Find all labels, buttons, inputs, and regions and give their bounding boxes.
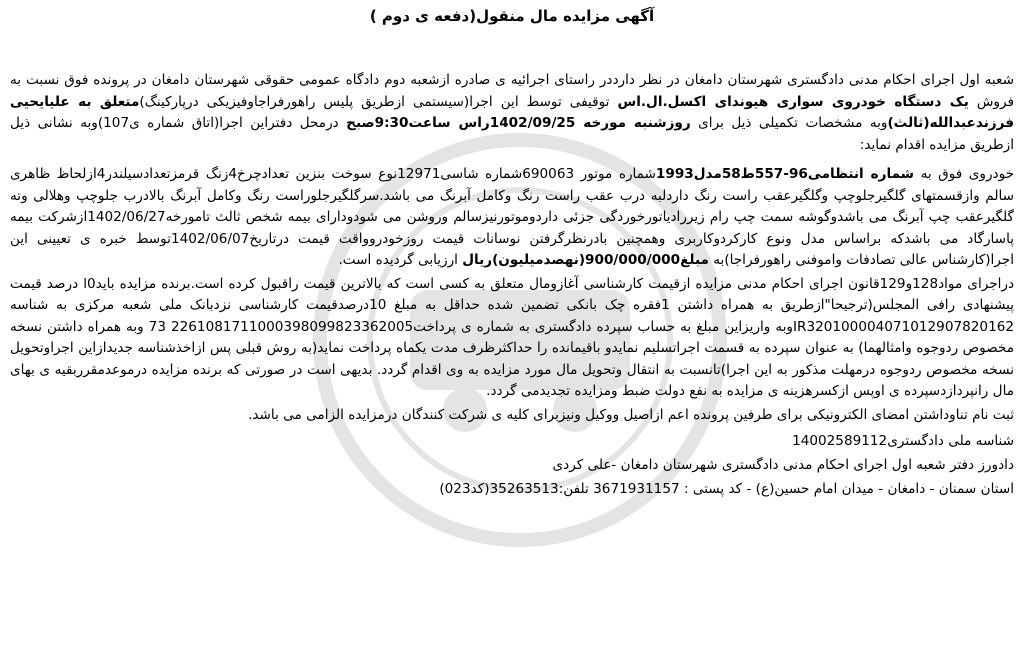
signature-line: دادورز دفتر شعبه اول اجرای احکام مدنی دادگستری شهرستان دامغان -علی کردی xyxy=(552,457,1014,473)
details-text-3: ارزیابی گردیده است. xyxy=(338,252,463,268)
plate-number: شماره انتظامی96-557ط58مدل1993 xyxy=(655,166,915,182)
intro-text-1: شعبه اول اجرای احکام مدنی دادگستری شهرستان دامغان در نظر دارددر راستای اجرائیه ی صادره ازشعبه دوم دادگاه عمومی حقوقی شهرستان دامغان در پرونده فوق نسبت به فروش xyxy=(10,72,1014,110)
appraised-value: مبلغ900/000/000(نهصدمیلیون)ریال xyxy=(462,252,709,268)
owner-name: متعلق به علیایحیی فرزندعبدالله(ثالث) xyxy=(10,93,1014,131)
intro-text-3: وبه مشخصات تکمیلی ذیل برای xyxy=(690,115,888,131)
details-text-1: خودروی فوق به xyxy=(914,166,1014,182)
vehicle-name: یک دستگاه خودروی سواری هیوندای اکسل.ال.اس xyxy=(617,93,969,110)
vehicle-details-paragraph xyxy=(10,164,1014,272)
address-line: استان سمنان - دامغان - میدان امام حسین(ع) - کد پستی : 3671931157 تلفن:35263513(کد023) xyxy=(439,481,1014,497)
auction-datetime: روزشنبه مورخه 1402/09/25راس ساعت9:30صبح xyxy=(346,115,691,131)
notice-title: آگهی مزایده مال منقول(دفعه ی دوم ) xyxy=(369,7,655,25)
intro-text-4: درمحل دفتراین اجرا(اتاق شماره ی107)وبه نشانی ذیل ازطریق مزایده اقدام نماید: xyxy=(10,115,1014,153)
intro-paragraph xyxy=(10,70,1014,156)
details-text-2: شماره موتور 690063شماره شاسی12971نوع سوخت بنزین تعدادچرخ4زنگ قرمزتعدادسیلندر4ازلحاظ ظاهری سالم وازقسمتهای گلگیرجلوچپ وگلگیرعقب راست رنگ داردلبه درب عقب راست رنگ وکامل آبرنگ می باشد.سرگلگیرجلوراست رنگ وکامل آبرنگ بالادرب جلوچپ وهلالی وته گلگیرعقب چپ آبرنگ می باشدوگوشه سمت چپ رام زیررادیاتورخوردگی جزئی داردوموتورنیزسالم وروشن می شودودارای بیمه شخص ثالث تامورخه1402/06/27ازشرکت بیمه پاسارگاد می باشدکه براساس مدل ونوع کارکردوکاربری وهمچنین بادرنظرگرفتن نوسانات قیمت روزخودروواقت قیمت درتاریخ1402/06/07توسط خبره ی تعیینی این اجرا(کارشناس عالی تصادفات واموفنی راهورفراجا)به xyxy=(10,166,1014,268)
registration-paragraph: ثبت نام تناوداشتن امضای الکترونیکی برای طرفین پرونده اعم ازاصیل ووکیل ونیزبرای کلیه ی شرکت کنندگان درمزایده الزامی می باشد. xyxy=(248,406,1014,423)
intro-text-2: توقیفی توسط این اجرا(سیستمی ازطریق پلیس راهورفراجاوفیزیکی درپارکینگ) xyxy=(139,93,618,110)
terms-paragraph: دراجرای مواد128و129قانون اجرای احکام مدنی مزایده ازقیمت کارشناسی آغازومال متعلق به کسی است که بالاترین قیمت راقبول کرده است.برنده مزایده بایدl0 درصد قیمت پیشنهادی رافی المجلس(ترجیحا"ازطریق به همراه داشتن 1فقره چک بانکی تضمین شده حداقل به مبلغ 10درصدقیمت کارشناسی نزدبانک ملی شعبه مرکزی به شناسه IR320100004071012907820162وبه واریزاین مبلغ به حساب سپرده دادگستری به شماره ی پرداخت2261081711000398099823362005 73 وبه همراه داشتن نسخه مخصوص ردوجوه وامثالهما) به عنوان سپرده به قسمت اجراتسلیم نمایدو باقیمانده را حداکثرظرف مدت یکماه پرداخت نماید(به روش قبلی پس ازاخذشناسه جدیدازاین اجراوتحویل نسخه مخصوص ردوجوه درمهلت مذکور به این اجرا)تانسبت به انتقال وتحویل مال مورد مزایده به وی اقدام گردد. بدیهی است در صورتی که برنده مزایده درموعدمقرربقیه ی بهای مال رانپردازدسپرده ی اوپس ازکسرهزینه ی مزایده به نفع دولت ضبط ومزایده تجدیدمی گردد. xyxy=(10,275,1015,399)
national-id: شناسه ملی دادگستری14002589112 xyxy=(792,433,1014,449)
